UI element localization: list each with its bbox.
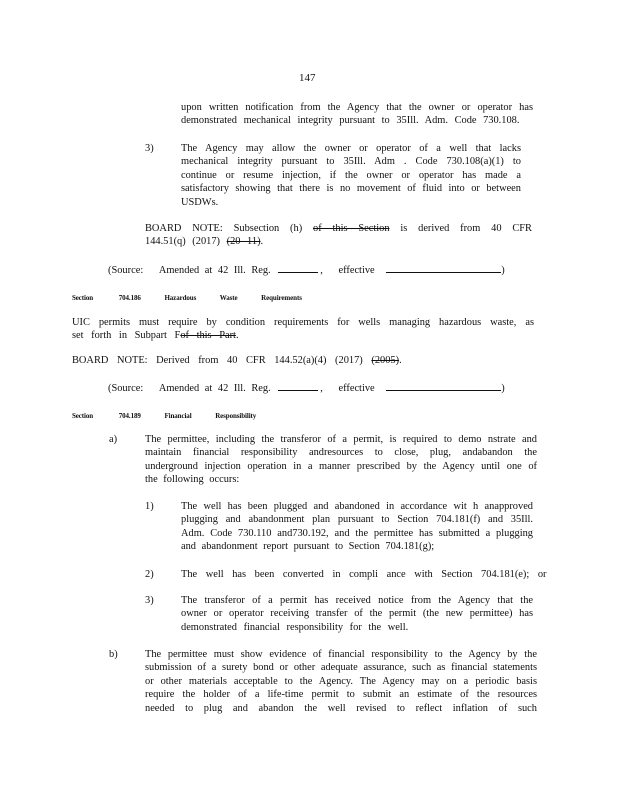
- board-note-period: .: [260, 236, 264, 248]
- item-a1-label: 1): [145, 501, 154, 512]
- source-amended: Amended at 42 Ill. Reg.: [158, 383, 271, 394]
- effective-date-blank: [386, 381, 501, 391]
- item-a1-text: The well has been plugged and abandoned in accordance wit h anapproved plugging and abandonment plan pursuant to Section 704.181(f) and 35Ill. Adm. Code 730.110 and730.192, and the permittee has submitted a plugging and abandonment report pursuant to Section 704.181(g);: [181, 501, 533, 553]
- source-close: ): [501, 265, 505, 276]
- item-a-label: a): [109, 434, 118, 445]
- struck-year: (20 11): [226, 236, 261, 248]
- period: .: [399, 355, 402, 366]
- item-a-text: The permittee, including the transferor of a permit, is required to demo nstrate and maintain financial responsibility andresources to close, plug, andabandon the underground injection operation in a manner prescribed by the Agency until one of the following occurs:: [145, 434, 537, 486]
- section-number: Section 704.186: [72, 294, 141, 302]
- period: .: [235, 330, 239, 342]
- section-number: Section 704.189: [72, 412, 141, 420]
- item-b-text: The permittee must show evidence of financial responsibility to the Agency by the submission of a surety bond or other adequate assurance, such as financial statements or other materials acceptable to the Agency. The Agency may on a periodic basis require the holder of a life-time permit to submit an estimate of the resources needed to plug and abandon the well revised to reflect inflation of such: [145, 649, 537, 714]
- item-3-label: 3): [145, 143, 154, 154]
- section-heading-704-186: [72, 292, 302, 305]
- source-close: ): [501, 383, 505, 394]
- section-186-body: [72, 316, 534, 343]
- item-a2-label: 2): [145, 569, 154, 580]
- source-line: (Source: Amended at 42 Ill. Reg. , effective ): [108, 383, 505, 394]
- struck-year: (2005): [371, 355, 400, 366]
- struck-text: of this Part: [180, 330, 236, 342]
- source-amended: Amended at 42 Ill. Reg.: [158, 265, 271, 276]
- struck-text: of this Section: [313, 223, 390, 234]
- source-effective: effective: [338, 265, 375, 276]
- section-title: Financial Responsibility: [164, 412, 257, 420]
- register-blank: [278, 381, 318, 391]
- item-a2-text: The well has been converted in compli ance with Section 704.181(e); or: [181, 569, 547, 580]
- item-a3-label: 3): [145, 595, 154, 606]
- source-open: (Source:: [108, 265, 144, 276]
- effective-date-blank: [386, 263, 501, 273]
- item-a3-text: The transferor of a permit has received notice from the Agency that the owner or operator receiving transfer of the permit (the new permittee) has demonstrated financial responsibility for the well.: [181, 595, 533, 633]
- continuation-paragraph: upon written notification from the Agency that the owner or operator has demonstrated mechanical integrity pursuant to 35Ill. Adm. Code 730.108.: [181, 102, 533, 127]
- board-note-text-start: BOARD NOTE: Subsection (h): [145, 223, 303, 234]
- board-note-subsection-h: [145, 222, 532, 249]
- board-note-text-middle: is derived from 40 CFR 144.51(q) (2017): [145, 223, 532, 248]
- item-b-label: b): [109, 649, 118, 660]
- register-blank: [278, 263, 318, 273]
- board-note-text: BOARD NOTE: Derived from 40 CFR 144.52(a)(4) (2017): [72, 355, 363, 366]
- page-number: 147: [299, 72, 316, 84]
- source-effective: effective: [338, 383, 375, 394]
- item-3-text: The Agency may allow the owner or operator of a well that lacks mechanical integrity pursuant to 35Ill. Adm . Code 730.108(a)(1) to continue or resume injection, if the owner or operator has made a satisfactory showing that there is no movement of fluid into or between USDWs.: [181, 143, 521, 208]
- section-heading-704-189: [72, 410, 256, 423]
- section-title: Hazardous Waste Requirements: [164, 294, 302, 302]
- source-line: (Source: Amended at 42 Ill. Reg. , effective ): [108, 265, 505, 276]
- source-open: (Source:: [108, 383, 144, 394]
- section-186-text: UIC permits must require by condition requirements for wells managing hazardous waste, as set forth in Subpart F: [72, 317, 534, 342]
- board-note-section-186: [72, 354, 492, 367]
